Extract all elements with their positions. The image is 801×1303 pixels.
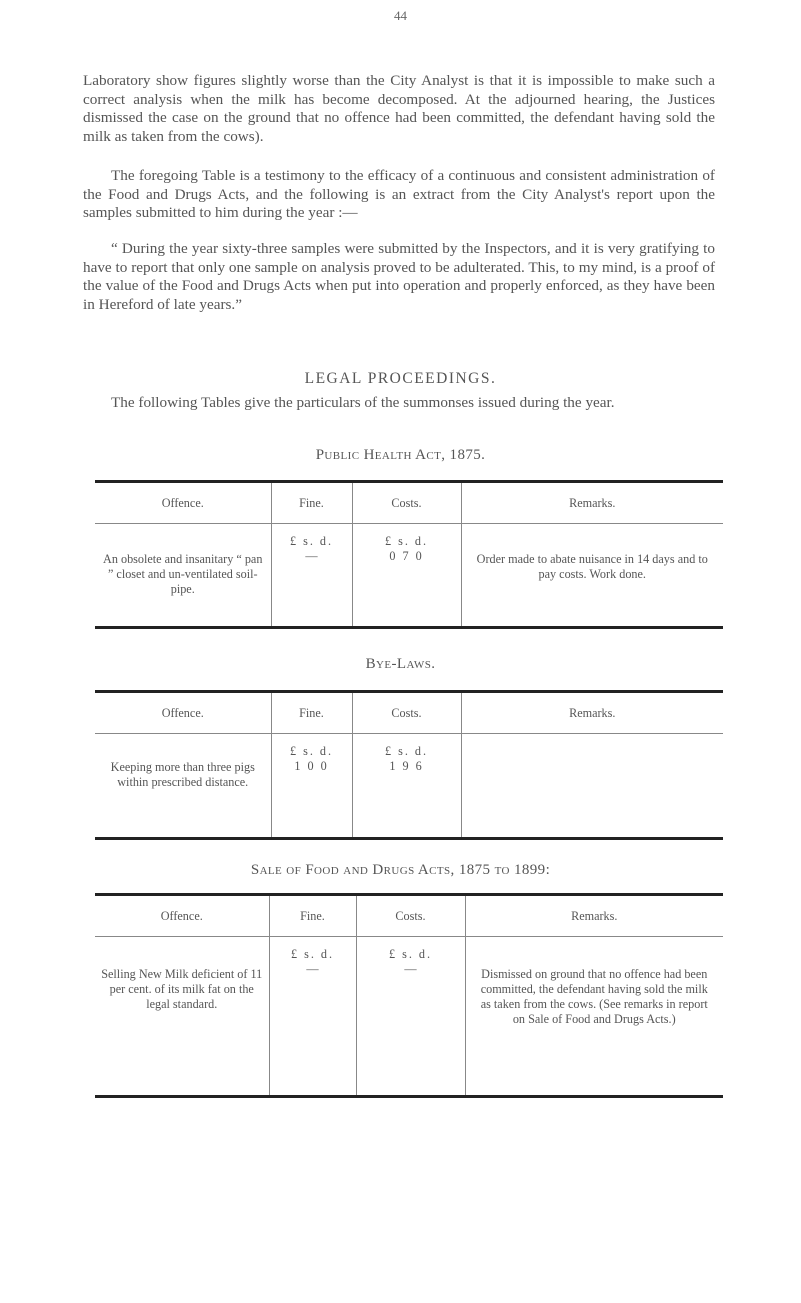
table-food-and-drugs: [95, 893, 723, 1098]
costs-units: £ s. d.: [384, 744, 429, 758]
costs-units: £ s. d.: [384, 534, 429, 548]
fine-units: £ s. d.: [289, 534, 334, 548]
cell-remarks: Dismissed on ground that no offence had been committed, the defendant having sold the milk as taken from the cows. (See remarks in report on Sale of Food and Drugs Acts.): [465, 937, 723, 1097]
fine-value: —: [306, 962, 319, 976]
header-remarks: Remarks.: [465, 895, 723, 937]
paragraph-continuation: Laboratory show figures slightly worse than the City Analyst is that it is impossible to make such a correct analysis when the milk has become decomposed. At the adjourned hearing, the Justices dismissed the case on the ground that no offence had been committed, the defendant having sold the milk as taken from the cows).: [83, 72, 715, 145]
cell-offence: Keeping more than three pigs within prescribed distance.: [110, 760, 255, 789]
header-remarks: Remarks.: [461, 482, 723, 524]
table-row: [95, 734, 723, 839]
header-offence: Offence.: [95, 895, 269, 937]
cell-offence: Selling New Milk deficient of 11 per cent. of its milk fat on the legal standard.: [101, 967, 263, 1011]
costs-units: £ s. d.: [388, 947, 433, 961]
table-bye-laws: [95, 690, 723, 840]
section-heading-legal-proceedings: LEGAL PROCEEDINGS.: [304, 370, 497, 387]
page-number: 44: [394, 8, 407, 23]
header-costs: Costs.: [352, 692, 461, 734]
header-offence: Offence.: [95, 482, 271, 524]
header-remarks: Remarks.: [461, 692, 723, 734]
paragraph-table-testimony: The foregoing Table is a testimony to the efficacy of a continuous and consistent administration of the Food and Drugs Acts, and the following is an extract from the City Analyst's report upon the samples submitted to him during the year :—: [83, 167, 715, 222]
cell-remarks: Order made to abate nuisance in 14 days and to pay costs. Work done.: [461, 524, 723, 628]
fine-units: £ s. d.: [290, 947, 335, 961]
fine-units: £ s. d.: [289, 744, 334, 758]
cell-costs: [352, 524, 461, 628]
table-title-public-health-act: Public Health Act, 1875.: [315, 447, 486, 463]
cell-remarks: [461, 734, 723, 839]
fine-value: —: [305, 549, 318, 563]
costs-value: —: [404, 962, 417, 976]
table-title-food-and-drugs: Sale of Food and Drugs Acts, 1875 to 1899:: [250, 862, 551, 878]
table-row: [95, 524, 723, 628]
cell-fine: [271, 734, 352, 839]
table-public-health-act: [95, 480, 723, 629]
table-title-bye-laws: Bye-Laws.: [365, 656, 436, 672]
header-fine: Fine.: [269, 895, 356, 937]
cell-costs: [356, 937, 465, 1097]
header-fine: Fine.: [271, 482, 352, 524]
header-offence: Offence.: [95, 692, 271, 734]
paragraph-summonses-intro: The following Tables give the particulars of the summonses issued during the year.: [111, 394, 615, 411]
cell-costs: [352, 734, 461, 839]
costs-value: 1 9 6: [389, 759, 424, 773]
paragraph-analyst-quote: “ During the year sixty-three samples were submitted by the Inspectors, and it is very gratifying to have to report that only one sample on analysis proved to be adulterated. This, to my mind, is a proof of the value of the Food and Drugs Acts when put into operation and properly enforced, as they have been in Hereford of late years.”: [83, 240, 715, 313]
cell-fine: [269, 937, 356, 1097]
cell-fine: [271, 524, 352, 628]
header-costs: Costs.: [352, 482, 461, 524]
costs-value: 0 7 0: [389, 549, 424, 563]
table-row: [95, 937, 723, 1097]
cell-offence: An obsolete and insanitary “ pan ” closet and un-ventilated soil-pipe.: [103, 552, 263, 596]
header-fine: Fine.: [271, 692, 352, 734]
fine-value: 1 0 0: [294, 759, 329, 773]
header-costs: Costs.: [356, 895, 465, 937]
